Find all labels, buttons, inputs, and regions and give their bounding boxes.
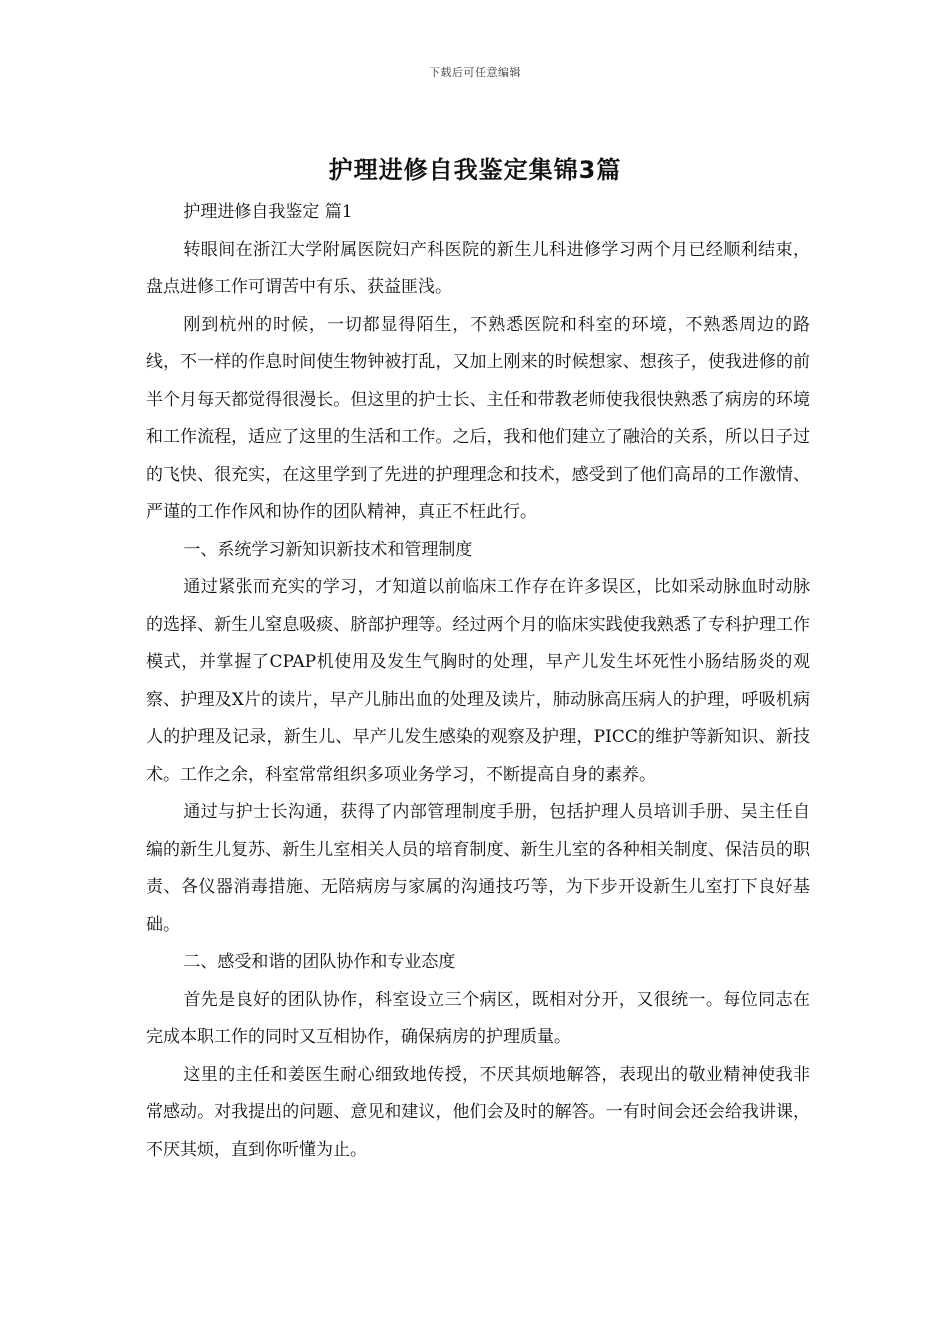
paragraph: 这里的主任和姜医生耐心细致地传授，不厌其烦地解答，表现出的敬业精神使我非常感动。对我提出的问题、意见和建议，他们会及时的解答。一有时间会还会给我讲课，不厌其烦，直到你听懂为止。 [146, 1064, 810, 1160]
section-heading-part1: 护理进修自我鉴定 篇1 [183, 202, 353, 222]
section-heading-2: 二、感受和谐的团队协作和专业态度 [183, 952, 456, 972]
paragraph: 通过与护士长沟通，获得了内部管理制度手册，包括护理人员培训手册、吴主任自编的新生儿复苏、新生儿室相关人员的培育制度、新生儿室的各种相关制度、保洁员的职责、各仪器消毒措施、无陪病房与家属的沟通技巧等，为下步开设新生儿室打下良好基础。 [146, 802, 810, 935]
paragraph: 首先是良好的团队协作，科室设立三个病区，既相对分开，又很统一。每位同志在完成本职工作的同时又互相协作，确保病房的护理质量。 [146, 989, 810, 1047]
paragraph: 通过紧张而充实的学习，才知道以前临床工作存在许多误区，比如采动脉血时动脉的选择、新生儿窒息吸痰、脐部护理等。经过两个月的临床实践使我熟悉了专科护理工作模式，并掌握了CPAP机使用及发生气胸时的处理，早产儿发生坏死性小肠结肠炎的观察、护理及X片的读片，早产儿肺出血的处理及读片，肺动脉高压病人的护理，呼吸机病人的护理及记录，新生儿、早产儿发生感染的观察及护理，PICC的维护等新知识、新技术。工作之余，科室常常组织多项业务学习，不断提高自身的素养。 [146, 577, 810, 785]
document-title: 护理进修自我鉴定集锦3篇 [328, 156, 622, 184]
section-heading-1: 一、系统学习新知识新技术和管理制度 [183, 539, 473, 560]
document-body [146, 194, 810, 1169]
paragraph: 刚到杭州的时候，一切都显得陌生，不熟悉医院和科室的环境，不熟悉周边的路线，不一样的作息时间使生物钟被打乱，又加上刚来的时候想家、想孩子，使我进修的前半个月每天都觉得很漫长。但这里的护士长、主任和带教老师使我很快熟悉了病房的环境和工作流程，适应了这里的生活和工作。之后，我和他们建立了融洽的关系，所以日子过的飞快、很充实，在这里学到了先进的护理理念和技术，感受到了他们高昂的工作激情、严谨的工作作风和协作的团队精神，真正不枉此行。 [146, 314, 810, 522]
header-note: 下载后可任意编辑 [429, 66, 521, 79]
paragraph: 转眼间在浙江大学附属医院妇产科医院的新生儿科进修学习两个月已经顺利结束，盘点进修工作可谓苦中有乐、获益匪浅。 [146, 239, 810, 297]
